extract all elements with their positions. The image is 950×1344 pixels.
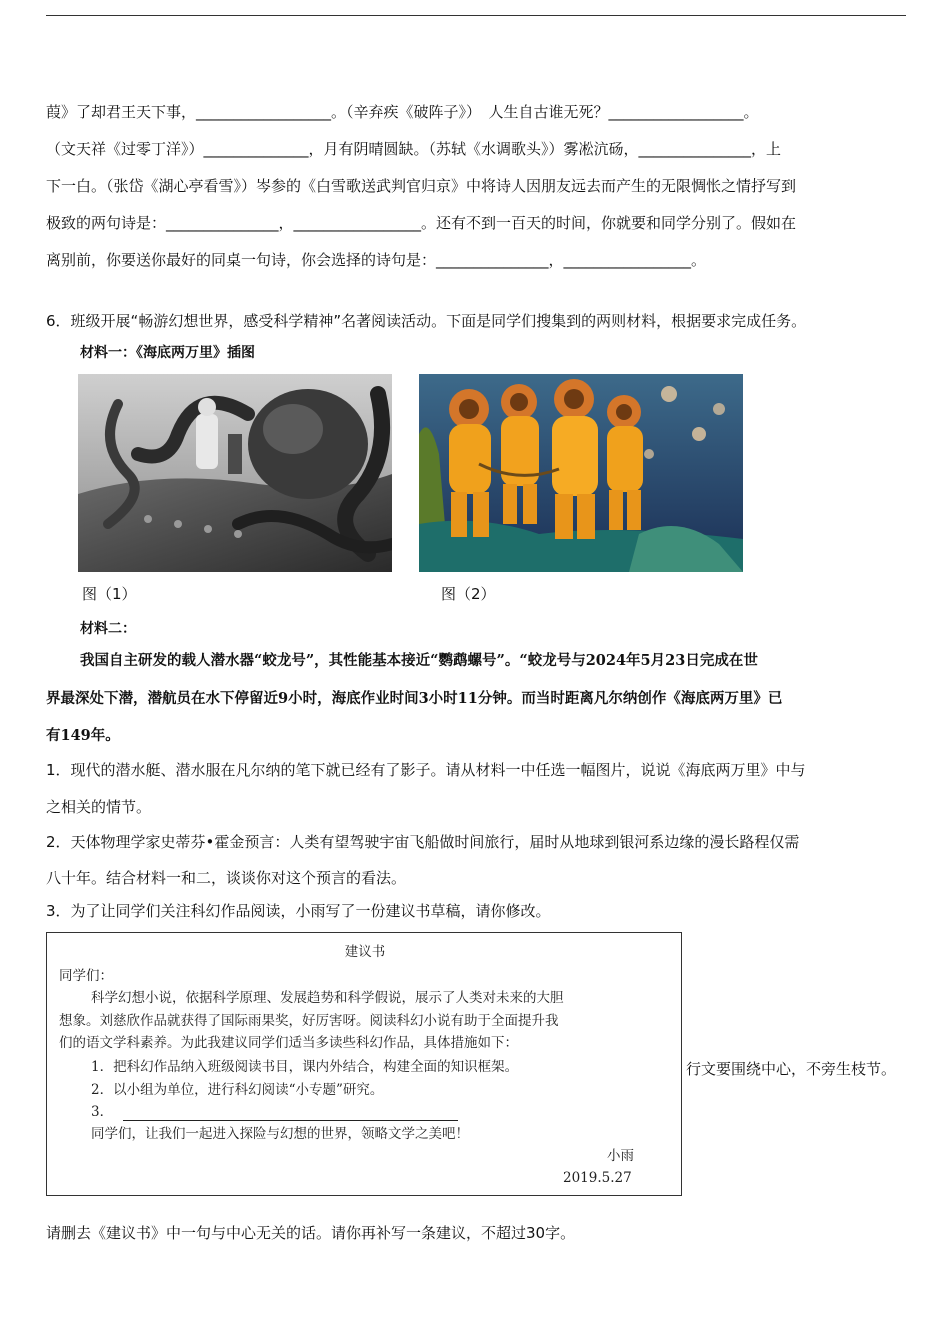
blank-answer-line [123, 1106, 458, 1121]
final-instruction: 请删去《建议书》中一句与中心无关的话。请你再补写一条建议，不超过30字。 [46, 1224, 576, 1242]
poem-line-3: 下一白。（张岱《湖心亭看雪》）岑参的《白雪歌送武判官归京》中将诗人因朋友远去而产生的无限惆怅之情抒写到 [46, 177, 797, 195]
sub-question-3: 3．为了让同学们关注科幻作品阅读，小雨写了一份建议书草稿，请你修改。 [46, 902, 551, 920]
sub-question-1-line-1: 1．现代的潜水艇、潜水服在凡尔纳的笔下就已经有了影子。请从材料一中任选一幅图片，说说《海底两万里》中与 [46, 761, 806, 779]
material-2-label: 材料二： [80, 621, 136, 637]
poem-line-2: （文天祥《过零丁洋》）______________，月有阴晴圆缺。（苏轼《水调歌头》）雾凇沆砀，_______________，上 [46, 140, 782, 158]
figure-2-caption: 图（2） [441, 585, 496, 603]
side-note: 行文要围绕中心，不旁生枝节。 [686, 1060, 897, 1078]
letter-title: 建议书 [344, 944, 386, 960]
letter-para-1-c: 们的语文学科素养。为此我建议同学们适当多读些科幻作品，具体措施如下： [59, 1035, 518, 1051]
question-6-title: 6．班级开展“畅游幻想世界，感受科学精神”名著阅读活动。下面是同学们搜集到的两则材料，根据要求完成任务。 [46, 312, 807, 330]
material-2-line-1: 我国自主研发的载人潜水器“蛟龙号”，其性能基本接近“鹦鹉螺号”。“蛟龙号与2024年5月23日完成在世 [80, 652, 758, 669]
figure-1-caption: 图（1） [82, 585, 137, 603]
letter-para-1-a: 科学幻想小说，依据科学原理、发展趋势和科学假说，展示了人类对未来的大胆 [91, 990, 564, 1006]
sub-question-2-line-1: 2．天体物理学家史蒂芬•霍金预言：人类有望驾驶宇宙飞船做时间旅行，届时从地球到银河系边缘的漫长路程仅需 [46, 833, 800, 851]
sub-question-2-line-2: 八十年。结合材料一和二，谈谈你对这个预言的看法。 [46, 869, 407, 887]
sub-question-1-line-2: 之相关的情节。 [46, 798, 152, 816]
poem-line-1: 葭》了却君王天下事，__________________。（辛弃疾《破阵子》） 人生自古谁无死？__________________。 [46, 103, 759, 121]
material-2-line-3: 有149年。 [46, 727, 120, 744]
poem-line-5: 离别前，你要送你最好的同桌一句诗，你会选择的诗句是：_______________，_________________。 [46, 251, 707, 269]
letter-item-3-number: 3． [91, 1104, 114, 1120]
figure-2-image [419, 374, 743, 572]
material-1-label: 材料一：《海底两万里》插图 [80, 345, 255, 361]
header-rule [46, 15, 906, 16]
letter-signature: 小雨 [607, 1148, 634, 1164]
figure-1-image [78, 374, 392, 572]
letter-item-1: 1．把科幻作品纳入班级阅读书目，课内外结合，构建全面的知识框架。 [91, 1059, 519, 1075]
letter-para-1-b: 想象。刘慈欣作品就获得了国际雨果奖，好厉害呀。阅读科幻小说有助于全面提升我 [59, 1013, 559, 1029]
letter-item-2: 2．以小组为单位，进行科幻阅读“小专题”研究。 [91, 1082, 384, 1098]
proposal-letter [46, 932, 682, 1196]
letter-greeting: 同学们： [59, 968, 113, 984]
letter-closing: 同学们，让我们一起进入探险与幻想的世界，领略文学之美吧！ [91, 1126, 469, 1142]
material-2-line-2: 界最深处下潜，潜航员在水下停留近9小时，海底作业时间3小时11分钟。而当时距离凡尔纳创作《海底两万里》已 [46, 690, 783, 707]
poem-line-4: 极致的两句诗是：_______________，_________________。还有不到一百天的时间，你就要和同学分别了。假如在 [46, 214, 797, 232]
letter-item-3 [91, 1103, 458, 1121]
letter-date: 2019.5.27 [563, 1170, 632, 1186]
